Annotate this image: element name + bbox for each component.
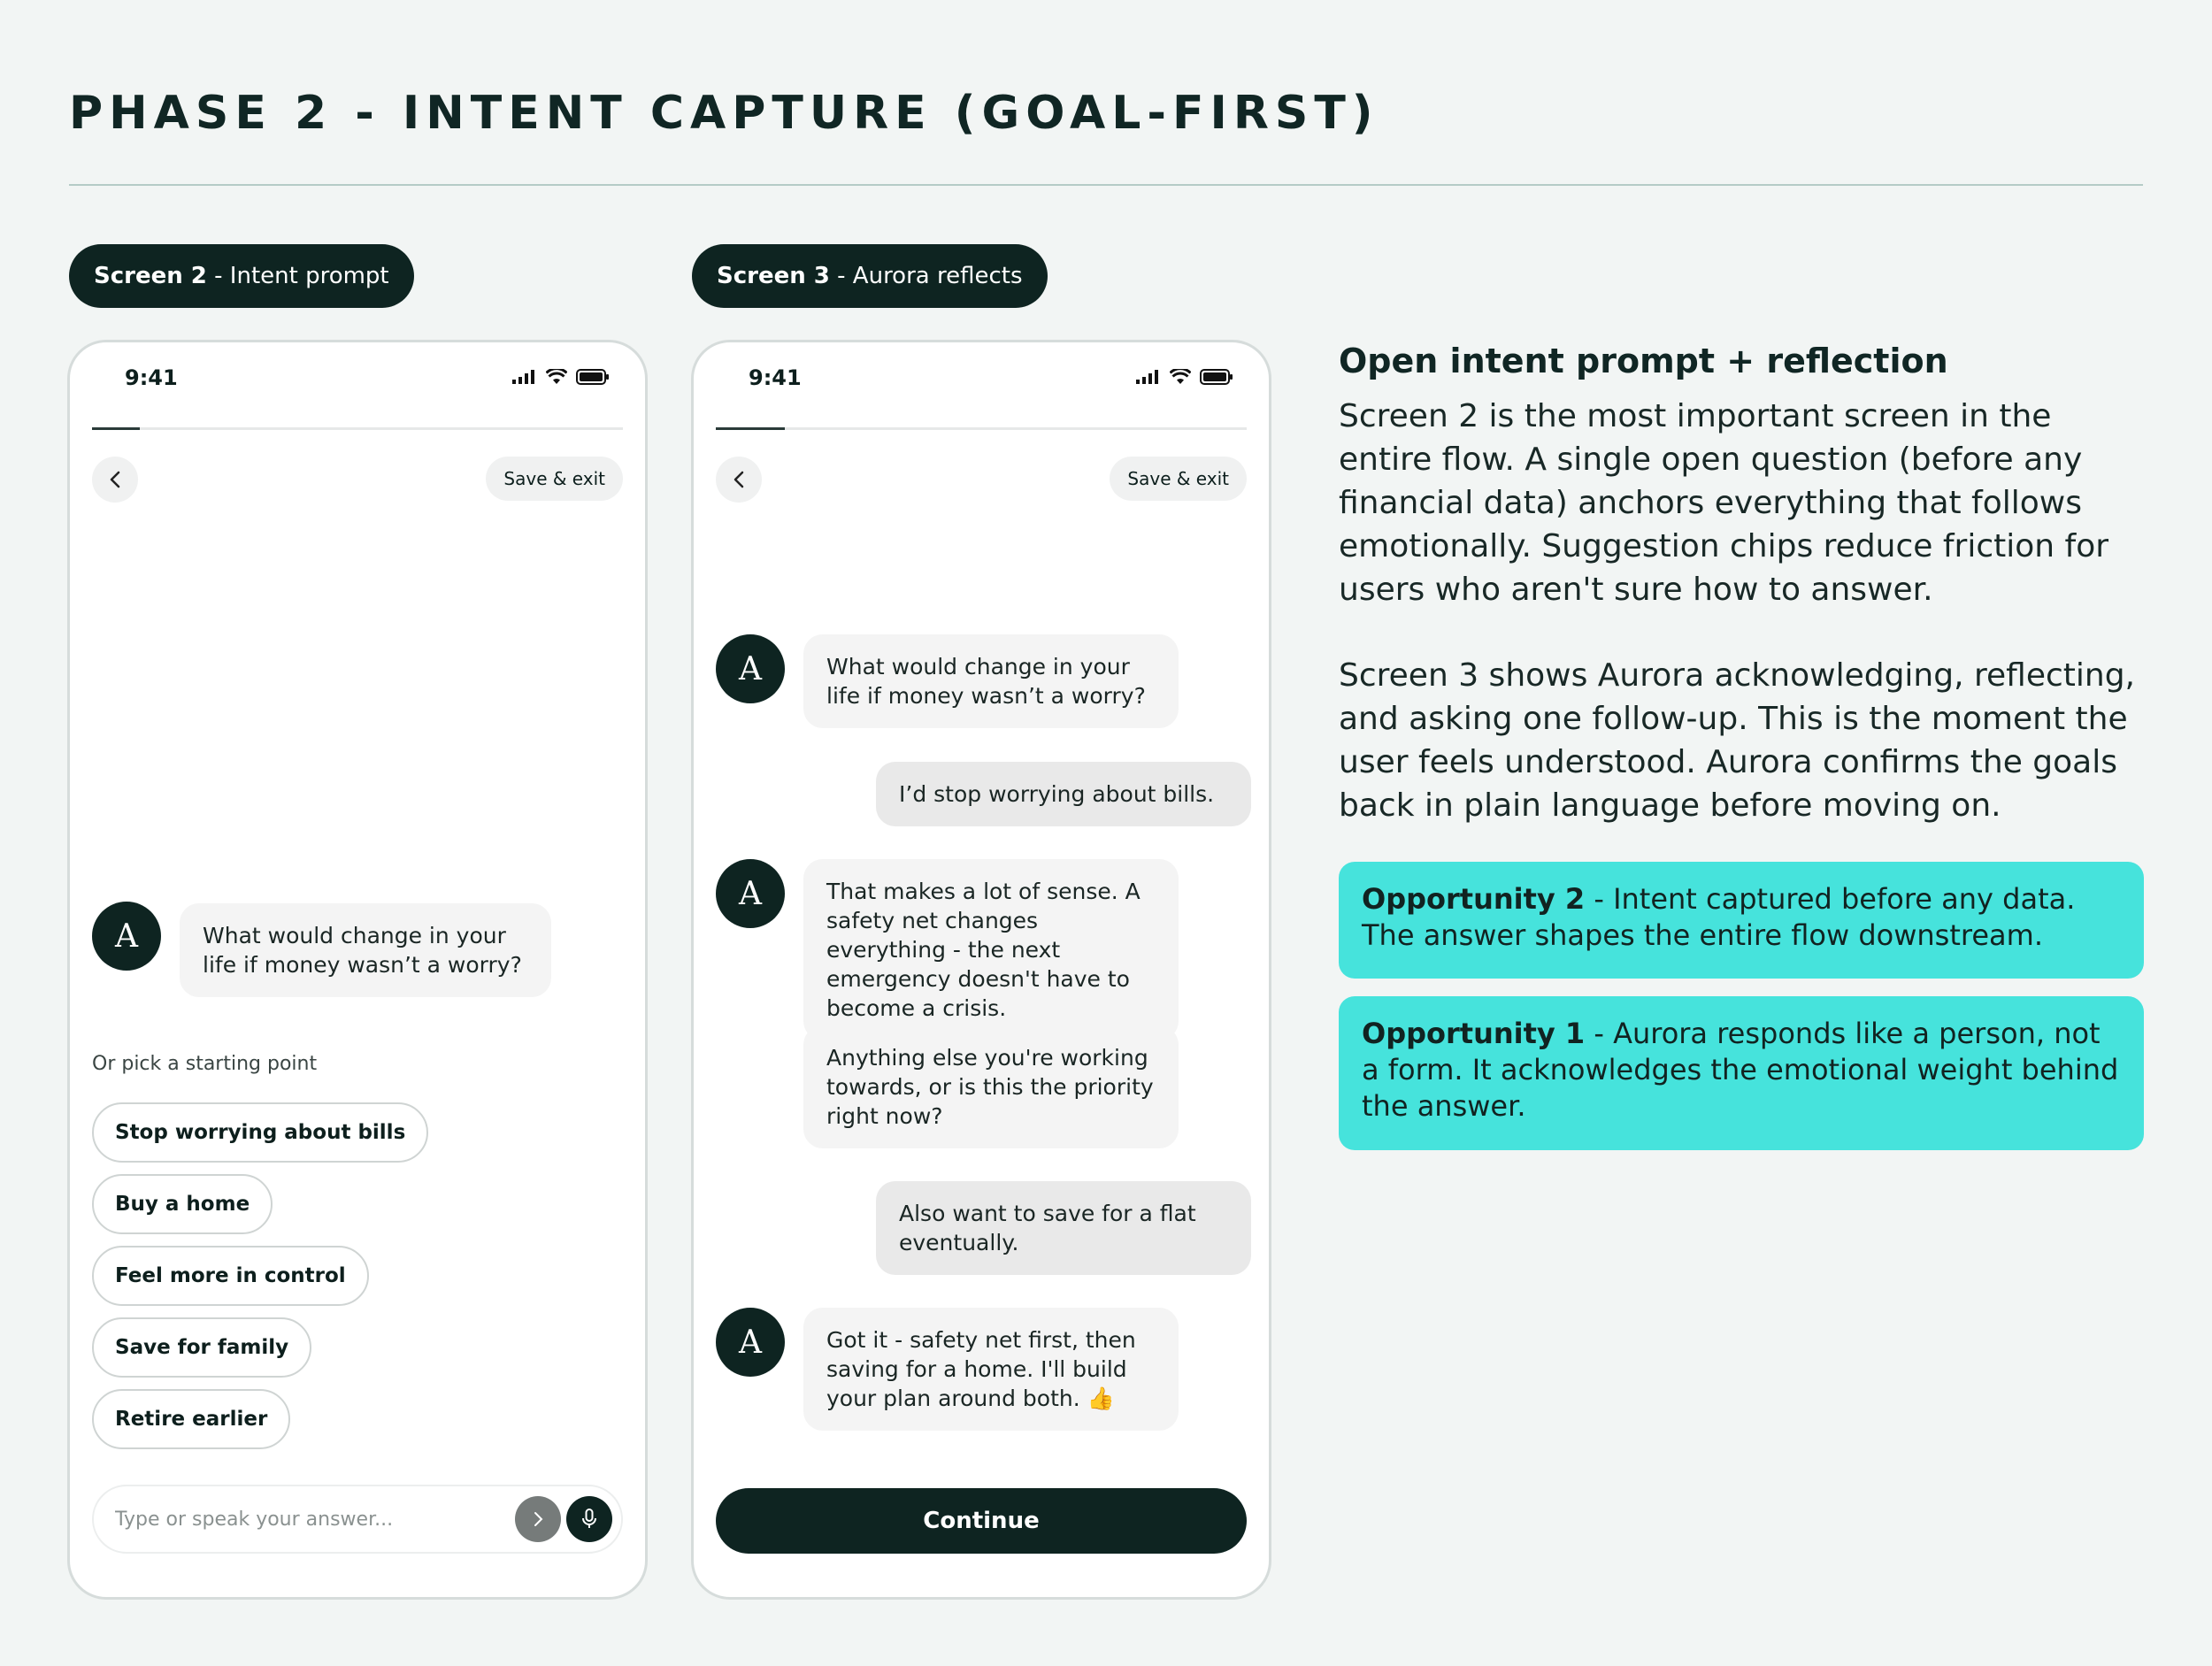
status-time: 9:41 bbox=[125, 365, 178, 390]
opportunity-card-text: - Aurora responds like a person, not a form. It acknowledges the emotional weight behind the answer. bbox=[1362, 1017, 2128, 1123]
side-heading: Open intent prompt + reflection bbox=[1339, 342, 1948, 380]
aurora-message: What would change in your life if money wasn’t a worry? bbox=[803, 634, 1179, 728]
battery-icon bbox=[1200, 369, 1233, 385]
back-button[interactable] bbox=[92, 457, 138, 503]
save-exit-button[interactable]: Save & exit bbox=[1110, 457, 1247, 501]
chevron-right-icon bbox=[533, 1511, 543, 1527]
aurora-question-bubble: What would change in your life if money wasn’t a worry? bbox=[180, 903, 551, 997]
opportunity-card-title: Opportunity 1 bbox=[1362, 1017, 1586, 1050]
screen3-label bbox=[692, 244, 1048, 308]
microphone-icon bbox=[581, 1509, 597, 1530]
signal-icon bbox=[1136, 370, 1161, 384]
title-divider bbox=[69, 184, 2143, 186]
continue-button[interactable]: Continue bbox=[716, 1488, 1247, 1554]
aurora-message: That makes a lot of sense. A safety net changes everything - the next emergency doesn't have to become a crisis. bbox=[803, 859, 1179, 1040]
aurora-avatar: A bbox=[92, 902, 161, 971]
user-message: I’d stop worrying about bills. bbox=[876, 762, 1251, 826]
save-exit-button[interactable]: Save & exit bbox=[486, 457, 623, 501]
progress-bar bbox=[716, 427, 1247, 430]
status-icons bbox=[512, 369, 610, 385]
chip-feel-in-control[interactable]: Feel more in control bbox=[92, 1246, 369, 1306]
opportunity-card-text: - Intent captured before any data. The answer shapes the entire flow downstream. bbox=[1362, 882, 2085, 952]
status-icons bbox=[1136, 369, 1233, 385]
page-title: PHASE 2 - INTENT CAPTURE (GOAL-FIRST) bbox=[69, 87, 1379, 140]
wifi-icon bbox=[1170, 369, 1191, 385]
chip-stop-worrying[interactable]: Stop worrying about bills bbox=[92, 1102, 428, 1163]
mic-button[interactable] bbox=[566, 1496, 612, 1542]
screen2-label bbox=[69, 244, 414, 308]
side-paragraph-2: Screen 3 shows Aurora acknowledging, reflecting, and asking one follow-up. This is the moment the user feels understood. Aurora confirms the goals back in plain language before moving on. bbox=[1339, 657, 2135, 824]
progress-bar bbox=[92, 427, 623, 430]
user-message: Also want to save for a flat eventually. bbox=[876, 1181, 1251, 1275]
screen3-label-bold: Screen 3 bbox=[717, 263, 830, 289]
answer-input[interactable] bbox=[115, 1509, 515, 1531]
chevron-left-icon bbox=[109, 471, 121, 488]
chip-retire-earlier[interactable]: Retire earlier bbox=[92, 1389, 290, 1449]
aurora-avatar: A bbox=[716, 859, 785, 928]
starting-point-label: Or pick a starting point bbox=[92, 1053, 318, 1075]
chevron-left-icon bbox=[733, 471, 745, 488]
back-button[interactable] bbox=[716, 457, 762, 503]
battery-icon bbox=[576, 369, 610, 385]
answer-input-container bbox=[92, 1485, 623, 1554]
phone-screen3 bbox=[691, 340, 1271, 1600]
signal-icon bbox=[512, 370, 537, 384]
chip-save-for-family[interactable]: Save for family bbox=[92, 1317, 311, 1378]
aurora-avatar: A bbox=[716, 1308, 785, 1377]
chip-buy-home[interactable]: Buy a home bbox=[92, 1174, 273, 1234]
wifi-icon bbox=[546, 369, 567, 385]
opportunity-card-2 bbox=[1339, 862, 2144, 979]
progress-fill bbox=[716, 427, 785, 430]
aurora-avatar: A bbox=[716, 634, 785, 703]
phone-screen2 bbox=[67, 340, 648, 1600]
aurora-message: Got it - safety net first, then saving for a home. I'll build your plan around both. 👍 bbox=[803, 1308, 1179, 1431]
side-paragraph-1: Screen 2 is the most important screen in the entire flow. A single open question (before any financial data) anchors everything that follows emotionally. Suggestion chips reduce friction for users who aren't sure how to answer. bbox=[1339, 398, 2109, 608]
screen2-label-rest: - Intent prompt bbox=[206, 263, 389, 289]
status-time: 9:41 bbox=[749, 365, 802, 390]
screen3-label-rest: - Aurora reflects bbox=[829, 263, 1023, 289]
send-button[interactable] bbox=[515, 1496, 561, 1542]
opportunity-card-1 bbox=[1339, 996, 2144, 1150]
screen2-label-bold: Screen 2 bbox=[94, 263, 207, 289]
opportunity-card-title: Opportunity 2 bbox=[1362, 882, 1586, 916]
progress-fill bbox=[92, 427, 140, 430]
aurora-message: Anything else you're working towards, or is this the priority right now? bbox=[803, 1025, 1179, 1148]
